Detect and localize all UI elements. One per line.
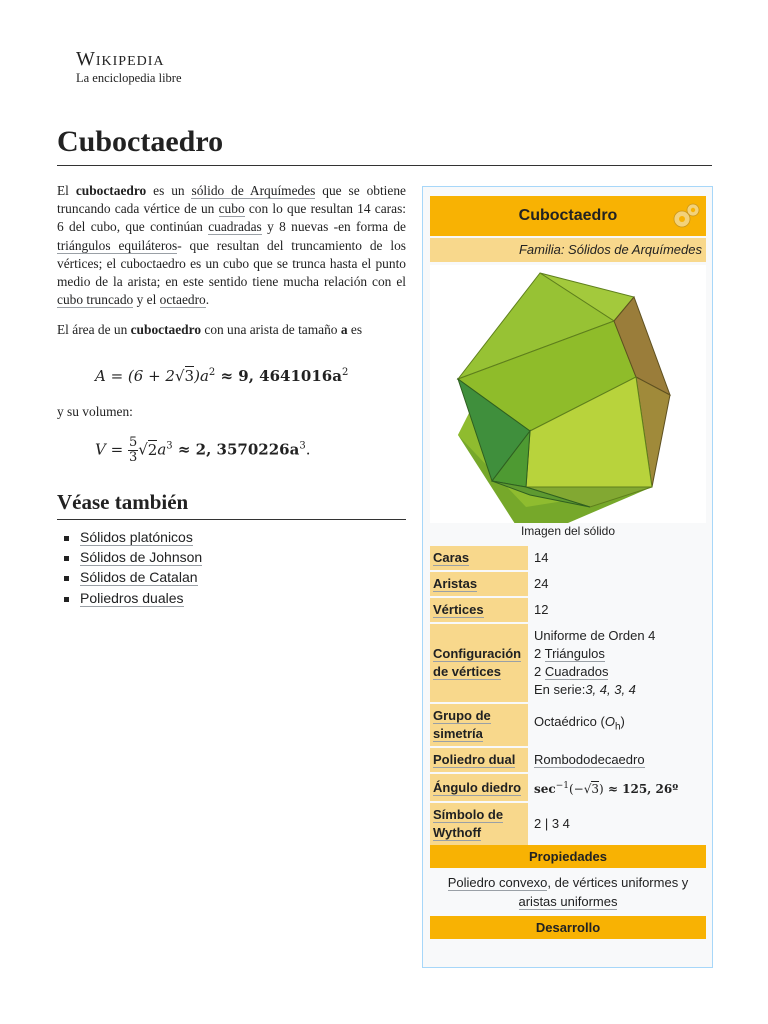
link-solidos-johnson[interactable]: Sólidos de Johnson: [80, 549, 203, 566]
list-item: [62, 527, 202, 547]
link-triangulos[interactable]: triángulos equiláteros: [57, 237, 178, 253]
config-line: Uniforme de Orden 4: [534, 628, 656, 643]
row-label: [430, 572, 528, 596]
link-cubo[interactable]: cubo: [218, 201, 245, 217]
text: 2: [534, 664, 545, 679]
link-grupo-simetria[interactable]: Grupo de simetría: [433, 708, 491, 741]
propiedades-header: Propiedades: [430, 845, 706, 868]
text: es: [347, 322, 363, 338]
exponent: 2: [341, 367, 349, 378]
text: −1: [555, 781, 569, 791]
properties-table: [430, 544, 706, 847]
table-row: [430, 748, 706, 772]
link-aristas[interactable]: Aristas: [433, 576, 478, 591]
text: 3, 4, 3, 4: [585, 682, 636, 697]
link-cuadradas[interactable]: cuadradas: [208, 219, 262, 235]
formula-part: ≈ 9, 4641016a: [215, 367, 342, 385]
text: El área de un: [57, 322, 131, 338]
text: ): [599, 782, 604, 796]
link-poliedro-dual[interactable]: Poliedro dual: [433, 752, 516, 767]
area-paragraph: [57, 321, 406, 339]
text: ≈ 125, 26º: [603, 782, 679, 796]
text: con lo que resultan 14 caras: 6 del cubo, que continúan: [57, 201, 407, 235]
text: - que resultan del truncamiento de los vértices; el cuboctaedro es un cubo que se trunca hasta el punto medio de la arista; en este sentido tiene mucha relación con el: [57, 237, 406, 290]
list-item: [62, 567, 202, 587]
text: Octaédrico (: [534, 714, 605, 730]
link-poliedros-duales[interactable]: Poliedros duales: [80, 589, 184, 606]
volume-label: y su volumen:: [57, 404, 133, 419]
wikipedia-logo[interactable]: [76, 48, 201, 85]
sqrt-symbol: √: [583, 782, 592, 796]
image-caption: Imagen del sólido: [520, 524, 616, 538]
cuboctahedron-image: [430, 265, 706, 523]
table-row: [430, 704, 706, 746]
exponent: 2: [208, 367, 216, 378]
link-caras[interactable]: Caras: [433, 550, 470, 565]
link-solido-arquimedes[interactable]: sólido de Arquímedes: [191, 183, 316, 198]
text: (−: [568, 782, 584, 796]
infobox: [422, 186, 713, 968]
table-row: [430, 546, 706, 570]
radicand: 3: [184, 367, 195, 385]
bold-term: cuboctaedro: [75, 183, 147, 198]
bold-term: cuboctaedro: [130, 322, 202, 338]
config-line: [534, 663, 703, 681]
link-angulo-diedro[interactable]: Ángulo diedro: [433, 779, 522, 795]
text: .: [205, 292, 210, 308]
link-solidos-catalan[interactable]: Sólidos de Catalan: [80, 569, 198, 586]
numerator: 5: [128, 435, 138, 450]
radicand: 2: [147, 440, 158, 459]
text: con una arista de tamaño: [201, 322, 341, 338]
text: y 8 nuevas -en forma de: [261, 219, 407, 235]
link-cuadrados-infobox[interactable]: Cuadrados: [544, 664, 609, 679]
solid-image[interactable]: [430, 265, 706, 523]
desarrollo-header: Desarrollo: [430, 916, 706, 939]
text: El: [57, 183, 76, 198]
text: 3: [591, 782, 600, 796]
table-row: [430, 803, 706, 845]
link-cubo-truncado[interactable]: cubo truncado: [57, 292, 134, 308]
row-label: [430, 598, 528, 622]
config-line: [534, 645, 703, 663]
infobox-family[interactable]: Familia: Sólidos de Arquímedes: [430, 238, 706, 262]
row-label: [430, 546, 528, 570]
row-label: [430, 704, 528, 746]
text: es un: [146, 183, 192, 198]
row-label: [430, 748, 528, 772]
row-value: 14: [528, 546, 706, 570]
text: h: [614, 721, 621, 733]
text: 2: [534, 646, 545, 661]
propiedades-body: [430, 873, 706, 911]
link-triangulos-infobox[interactable]: Triángulos: [544, 646, 605, 661]
article-body: [57, 182, 406, 352]
formula-part: a: [157, 440, 167, 459]
row-value: [528, 774, 706, 801]
formula-part: A = (6 + 2: [95, 367, 175, 385]
text: , de vértices uniformes y: [547, 875, 689, 890]
config-line: [534, 681, 703, 699]
formula-part: V =: [95, 440, 128, 459]
infobox-title: [430, 196, 706, 236]
row-label: [430, 803, 528, 845]
table-row: [430, 572, 706, 596]
volume-formula: [95, 436, 311, 465]
bold-var: a: [340, 322, 348, 338]
infobox-title-text: Cuboctaedro: [518, 207, 618, 224]
link-poliedro-convexo[interactable]: Poliedro convexo: [447, 875, 548, 890]
formula-part: .: [305, 440, 311, 459]
page-title: Cuboctaedro: [57, 124, 712, 166]
list-item: [62, 547, 202, 567]
row-value: [528, 748, 706, 772]
sqrt-symbol: √: [174, 367, 185, 385]
table-row: [430, 598, 706, 622]
row-value: [528, 624, 706, 702]
link-rombododecaedro[interactable]: Rombododecaedro: [534, 752, 645, 767]
exponent: 3: [166, 440, 173, 452]
area-formula: [95, 367, 348, 385]
row-label: [430, 774, 528, 801]
logo-wordmark: Wikipedia: [76, 48, 165, 70]
row-label: [430, 624, 528, 702]
logo-tagline: La enciclopedia libre: [76, 71, 182, 85]
link-configuracion[interactable]: Configuración de vértices: [433, 646, 522, 679]
exponent: 3: [299, 440, 306, 452]
text: y el: [133, 292, 160, 308]
table-row: [430, 774, 706, 801]
formula-part: )a: [194, 367, 209, 385]
text: En serie:: [534, 682, 586, 697]
row-value: 2 | 3 4: [528, 803, 706, 845]
link-simbolo-wythoff[interactable]: Símbolo de Wythoff: [433, 807, 504, 840]
table-row: [430, 624, 706, 702]
row-value: 24: [528, 572, 706, 596]
see-also-list: [62, 527, 202, 608]
text: que se obtiene truncando cada vértice de un: [57, 183, 406, 217]
sqrt-symbol: √: [138, 440, 148, 459]
text: ): [620, 714, 625, 730]
link-octaedro[interactable]: octaedro: [159, 292, 206, 308]
denominator: 3: [128, 450, 138, 465]
text: O: [604, 714, 615, 730]
fraction: [128, 436, 138, 465]
text: sec: [534, 782, 556, 796]
gear-icon: [670, 200, 702, 232]
list-item: [62, 588, 202, 608]
intro-paragraph: [57, 182, 406, 309]
see-also-heading: Véase también: [57, 489, 406, 520]
link-solidos-platonicos[interactable]: Sólidos platónicos: [80, 529, 193, 545]
row-value: [528, 704, 706, 746]
link-vertices[interactable]: Vértices: [433, 602, 484, 617]
row-value: 12: [528, 598, 706, 622]
formula-part: ≈ 2, 3570226a: [172, 440, 300, 459]
link-aristas-uniformes[interactable]: aristas uniformes: [518, 894, 618, 909]
